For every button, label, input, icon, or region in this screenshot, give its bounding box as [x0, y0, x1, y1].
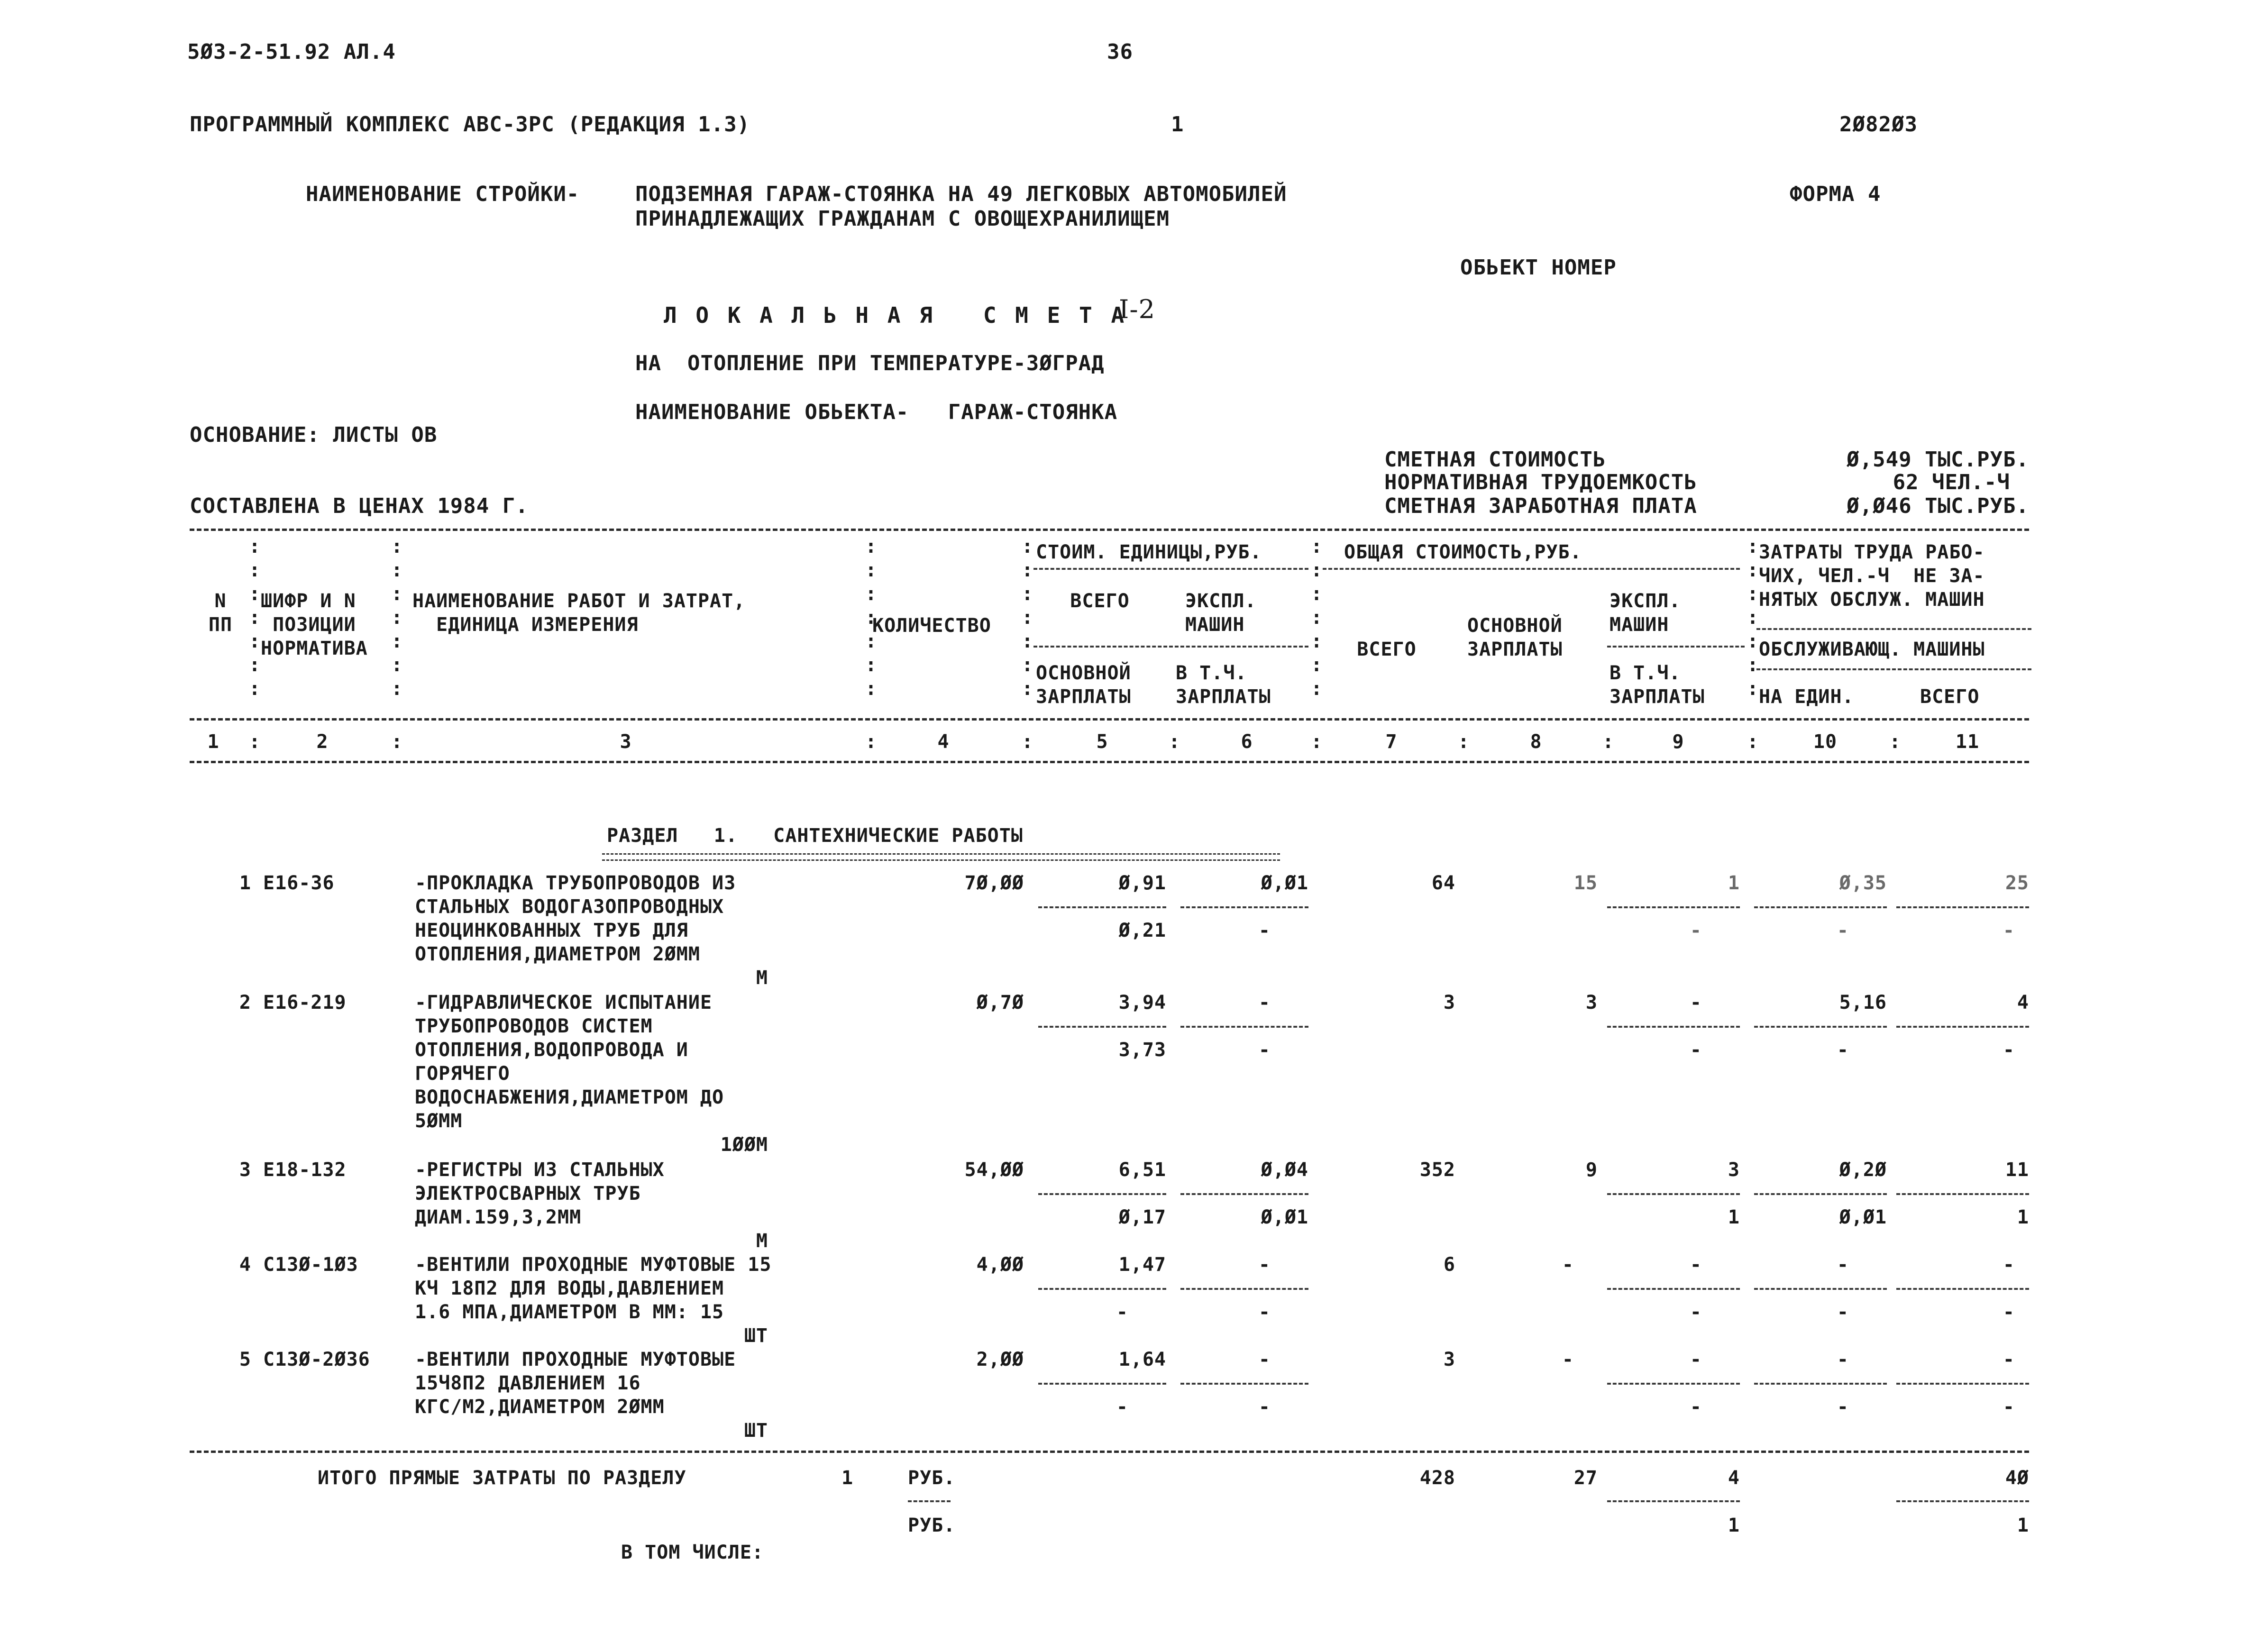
row-number: 4 — [239, 1254, 251, 1276]
row-labor-unit-machines: - — [1837, 1396, 1849, 1418]
totals-total: 428 — [1419, 1467, 1455, 1489]
col-11-header: ВСЕГО — [1920, 686, 1980, 708]
col-7-header: ВСЕГО — [1357, 639, 1417, 660]
row-number: 3 — [239, 1159, 251, 1181]
col-9-header: ЭКСПЛ. МАШИН — [1610, 590, 1681, 636]
col-number: 2 — [316, 731, 329, 753]
row-subrule — [1754, 1026, 1887, 1028]
header-subrule — [1607, 646, 1745, 648]
row-labor-unit-machines: - — [1837, 920, 1849, 941]
col-number: 4 — [937, 731, 950, 753]
row-unit-wages: - — [1116, 1301, 1128, 1323]
col-labor-header: ЗАТРАТЫ ТРУДА РАБО- ЧИХ, ЧЕЛ.-Ч НЕ ЗА- НЯТЫХ ОБСЛУЖ. МАШИН — [1759, 541, 1985, 611]
row-unit: ШТ — [744, 1325, 768, 1347]
estimate-number: I-2 — [1119, 294, 1155, 324]
row-total: 6 — [1443, 1254, 1455, 1276]
document-code: 5Ø3-2-51.92 АЛ.4 — [187, 40, 396, 64]
row-subrule — [1038, 906, 1166, 908]
row-labor-total: - — [2003, 1254, 2015, 1276]
row-subrule — [1754, 1383, 1887, 1385]
row-unit-machines: - — [1258, 992, 1271, 1013]
row-subrule — [1754, 1193, 1887, 1195]
col-4-header: КОЛИЧЕСТВО — [872, 615, 991, 637]
col-number: 3 — [620, 731, 632, 753]
including-label: В ТОМ ЧИСЛЕ: — [621, 1542, 764, 1563]
row-unit-machines: - — [1258, 1254, 1271, 1276]
col-number-separators: : — [1458, 731, 1470, 753]
row-quantity: 54,ØØ — [964, 1159, 1024, 1181]
summary-value-wages: Ø,Ø46 ТЫС.РУБ. — [1847, 494, 2029, 518]
col-10-header: НА ЕДИН. — [1759, 686, 1854, 708]
row-unit: 1ØØМ — [720, 1134, 768, 1156]
row-labor-total-machines: - — [2003, 1039, 2015, 1061]
row-unit-total: 1,64 — [1118, 1349, 1166, 1370]
header-separators: : : : : : : : — [1747, 536, 1759, 700]
row-description: -ПРОКЛАДКА ТРУБОПРОВОДОВ ИЗ СТАЛЬНЫХ ВОДОГАЗОПРОВОДНЫХ НЕОЦИНКОВАННЫХ ТРУБ ДЛЯ ОТОПЛЕНИЯ,ДИАМЕТРОМ 2ØММ — [415, 872, 736, 965]
row-unit: М — [756, 1230, 768, 1252]
row-labor-unit: 5,16 — [1839, 992, 1887, 1013]
row-subrule — [1607, 906, 1740, 908]
row-quantity: Ø,7Ø — [976, 992, 1024, 1013]
row-total-machines: 1 — [1728, 872, 1740, 894]
col-number-separators: : — [1602, 731, 1614, 753]
section-title: РАЗДЕЛ 1. САНТЕХНИЧЕСКИЕ РАБОТЫ — [607, 825, 1023, 847]
row-code: Е18-132 — [263, 1159, 347, 1181]
row-subrule — [1180, 906, 1308, 908]
summary-label-cost: СМЕТНАЯ СТОИМОСТЬ — [1384, 447, 1606, 472]
col-5b-header: ОСНОВНОЙ ЗАРПЛАТЫ — [1036, 662, 1131, 708]
row-subrule — [1180, 1193, 1308, 1195]
totals-subrule — [1896, 1500, 2029, 1502]
header-subrule — [1033, 568, 1308, 570]
row-unit-machines: - — [1258, 1349, 1271, 1370]
totals-labor-machines: 1 — [2017, 1515, 2029, 1536]
col-2-header: ШИФР И N ПОЗИЦИИ НОРМАТИВА — [261, 590, 368, 659]
col-number: 1 — [207, 731, 219, 753]
header-separators: : : : : : : : — [249, 536, 261, 700]
header-subrule — [1033, 646, 1308, 648]
col-number: 10 — [1813, 731, 1838, 753]
row-subrule — [1038, 1288, 1166, 1290]
header-subrule — [1756, 628, 2031, 630]
estimate-title: Л О К А Л Ь Н А Я С М Е Т А — [664, 302, 1127, 328]
totals-unit-wages: РУБ. — [908, 1515, 956, 1536]
col-number-separators: : — [865, 731, 877, 753]
row-unit-wages: - — [1116, 1396, 1128, 1418]
col-5-header: ВСЕГО — [1070, 590, 1130, 612]
sheet-number: 1 — [1171, 112, 1184, 137]
col-3-header: НАИМЕНОВАНИЕ РАБОТ И ЗАТРАТ, ЕДИНИЦА ИЗМЕРЕНИЯ — [412, 590, 746, 636]
row-quantity: 7Ø,ØØ — [964, 872, 1024, 894]
totals-machine-wages: 1 — [1728, 1515, 1740, 1536]
row-labor-unit-machines: - — [1837, 1301, 1849, 1323]
row-unit-machine-wages: - — [1258, 1301, 1271, 1323]
row-labor-unit: - — [1837, 1254, 1849, 1276]
summary-label-labor: НОРМАТИВНАЯ ТРУДОЕМКОСТЬ — [1384, 470, 1697, 494]
row-unit-wages: Ø,17 — [1118, 1206, 1166, 1228]
row-labor-unit: Ø,2Ø — [1839, 1159, 1887, 1181]
row-total-machine-wages: - — [1690, 920, 1702, 941]
project-name-line2: ПРИНАДЛЕЖАЩИХ ГРАЖДАНАМ С ОВОЩЕХРАНИЛИЩЕМ — [635, 207, 1170, 231]
project-label: НАИМЕНОВАНИЕ СТРОЙКИ- — [306, 182, 580, 206]
totals-wages: 27 — [1573, 1467, 1598, 1489]
totals-section-number: 1 — [841, 1467, 854, 1489]
col-8-header: ОСНОВНОЙ ЗАРПЛАТЫ — [1467, 615, 1563, 660]
column-numbers-rule — [190, 761, 2029, 763]
row-total-machines: - — [1690, 1349, 1702, 1370]
row-total: 3 — [1443, 992, 1455, 1013]
col-number: 6 — [1241, 731, 1253, 753]
row-total-machine-wages: - — [1690, 1301, 1702, 1323]
row-unit: ШТ — [744, 1420, 768, 1442]
page-number: 36 — [1107, 40, 1133, 64]
row-unit-machines: Ø,Ø4 — [1261, 1159, 1308, 1181]
basis: ОСНОВАНИЕ: ЛИСТЫ ОВ — [190, 423, 438, 447]
row-quantity: 2,ØØ — [976, 1349, 1024, 1370]
row-total-wages: 15 — [1573, 872, 1598, 894]
row-subrule — [1896, 906, 2029, 908]
section-underline — [602, 853, 1280, 861]
row-subrule — [1038, 1026, 1166, 1028]
col-1-header: N ПП — [208, 590, 233, 636]
row-unit-total: 3,94 — [1118, 992, 1166, 1013]
row-subrule — [1607, 1026, 1740, 1028]
row-code: Е16-219 — [263, 992, 347, 1013]
col-number-separators: : — [249, 731, 261, 753]
summary-value-labor: 62 ЧЕЛ.-Ч — [1893, 470, 2010, 494]
header-subrule — [1323, 568, 1740, 570]
row-labor-total: 4 — [2017, 992, 2029, 1013]
col-number: 11 — [1955, 731, 1980, 753]
row-unit-wages: Ø,21 — [1118, 920, 1166, 941]
totals-subrule — [1607, 1500, 1740, 1502]
row-subrule — [1607, 1383, 1740, 1385]
row-labor-total: - — [2003, 1349, 2015, 1370]
program-name: ПРОГРАММНЫЙ КОМПЛЕКС АВС-3РС (РЕДАКЦИЯ 1.3) — [190, 112, 750, 137]
row-code: С13Ø-2Ø36 — [263, 1349, 370, 1370]
row-subrule — [1896, 1193, 2029, 1195]
row-unit-total: 6,51 — [1118, 1159, 1166, 1181]
row-subrule — [1607, 1193, 1740, 1195]
col-number: 8 — [1530, 731, 1542, 753]
row-labor-total-machines: 1 — [2017, 1206, 2029, 1228]
row-total-machine-wages: - — [1690, 1039, 1702, 1061]
col-number-separators: : — [1889, 731, 1901, 753]
row-labor-unit: Ø,35 — [1839, 872, 1887, 894]
totals-unit: РУБ. — [908, 1467, 956, 1489]
row-unit-machine-wages: Ø,Ø1 — [1261, 1206, 1308, 1228]
row-total-wages: - — [1562, 1349, 1574, 1370]
col-6-header: ЭКСПЛ. МАШИН — [1185, 590, 1257, 636]
header-bottom-rule — [190, 718, 2029, 721]
row-total-machines: 3 — [1728, 1159, 1740, 1181]
row-total-machines: - — [1690, 1254, 1702, 1276]
row-description: -РЕГИСТРЫ ИЗ СТАЛЬНЫХ ЭЛЕКТРОСВАРНЫХ ТРУБ ДИАМ.159,3,2ММ — [415, 1159, 665, 1228]
report-code: 2Ø82Ø3 — [1839, 112, 1918, 137]
row-quantity: 4,ØØ — [976, 1254, 1024, 1276]
col-unit-cost-header: СТОИМ. ЕДИНИЦЫ,РУБ. — [1036, 541, 1262, 563]
row-labor-unit-machines: - — [1837, 1039, 1849, 1061]
totals-label: ИТОГО ПРЯМЫЕ ЗАТРАТЫ ПО РАЗДЕЛУ — [318, 1467, 686, 1489]
totals-labor: 4Ø — [2005, 1467, 2029, 1489]
row-subrule — [1896, 1288, 2029, 1290]
row-number: 1 — [239, 872, 251, 894]
row-total-machine-wages: - — [1690, 1396, 1702, 1418]
header-subrule — [1756, 668, 2031, 670]
header-separators: : : : : : : : — [1022, 536, 1033, 700]
row-code: Е16-36 — [263, 872, 335, 894]
row-number: 2 — [239, 992, 251, 1013]
row-total-machine-wages: 1 — [1728, 1206, 1740, 1228]
row-unit-machine-wages: - — [1258, 1396, 1271, 1418]
row-labor-unit: - — [1837, 1349, 1849, 1370]
col-9b-header: В Т.Ч. ЗАРПЛАТЫ — [1610, 662, 1705, 708]
row-description: -ВЕНТИЛИ ПРОХОДНЫЕ МУФТОВЫЕ 15 КЧ 18П2 ДЛЯ ВОДЫ,ДАВЛЕНИЕМ 1.6 МПА,ДИАМЕТРОМ В ММ: 15 — [415, 1254, 772, 1323]
row-unit-machine-wages: - — [1258, 920, 1271, 941]
row-total-machines: - — [1690, 992, 1702, 1013]
row-description: -ГИДРАВЛИЧЕСКОЕ ИСПЫТАНИЕ ТРУБОПРОВОДОВ СИСТЕМ ОТОПЛЕНИЯ,ВОДОПРОВОДА И ГОРЯЧЕГО ВОДОСНАБЖЕНИЯ,ДИАМЕТРОМ ДО 5ØММ — [415, 992, 724, 1132]
col-number-separators: : — [1311, 731, 1323, 753]
row-total-wages: 3 — [1585, 992, 1598, 1013]
col-number-separators: : — [391, 731, 403, 753]
col-number-separators: : — [1747, 731, 1759, 753]
col-number: 9 — [1672, 731, 1684, 753]
row-labor-unit-machines: Ø,Ø1 — [1839, 1206, 1887, 1228]
row-labor-total: 25 — [2005, 872, 2029, 894]
row-unit: М — [756, 967, 768, 989]
col-number: 5 — [1096, 731, 1108, 753]
summary-label-wages: СМЕТНАЯ ЗАРАБОТНАЯ ПЛАТА — [1384, 494, 1697, 518]
prices-basis: СОСТАВЛЕНА В ЦЕНАХ 1984 Г. — [190, 494, 529, 518]
col-total-cost-header: ОБЩАЯ СТОИМОСТЬ,РУБ. — [1344, 541, 1582, 563]
totals-unit-rule — [908, 1500, 951, 1502]
col-number-separators: : — [1022, 731, 1033, 753]
object-number-label: ОБЬЕКТ НОМЕР — [1460, 256, 1617, 280]
summary-value-cost: Ø,549 ТЫС.РУБ. — [1847, 447, 2029, 472]
row-subrule — [1038, 1383, 1166, 1385]
col-labor-machines-header: ОБСЛУЖИВАЮЩ. МАШИНЫ — [1759, 639, 1985, 660]
row-unit-machine-wages: - — [1258, 1039, 1271, 1061]
row-labor-total: 11 — [2005, 1159, 2029, 1181]
row-labor-total-machines: - — [2003, 920, 2015, 941]
totals-top-rule — [190, 1451, 2029, 1453]
header-separators: : : : : : : : — [865, 536, 877, 700]
row-subrule — [1754, 906, 1887, 908]
row-total: 352 — [1419, 1159, 1455, 1181]
row-total-wages: - — [1562, 1254, 1574, 1276]
object-name: НАИМЕНОВАНИЕ ОБЬЕКТА- ГАРАЖ-СТОЯНКА — [635, 400, 1118, 424]
row-total-wages: 9 — [1585, 1159, 1598, 1181]
project-name-line1: ПОДЗЕМНАЯ ГАРАЖ-СТОЯНКА НА 49 ЛЕГКОВЫХ АВТОМОБИЛЕЙ — [635, 182, 1287, 206]
row-subrule — [1038, 1193, 1166, 1195]
header-separators: : : : : : : : — [1311, 536, 1323, 700]
row-labor-total-machines: - — [2003, 1396, 2015, 1418]
row-subrule — [1607, 1288, 1740, 1290]
row-total: 64 — [1431, 872, 1455, 894]
header-separators: : : : : : : : — [391, 536, 403, 700]
totals-machines: 4 — [1728, 1467, 1740, 1489]
row-subrule — [1896, 1026, 2029, 1028]
row-labor-total-machines: - — [2003, 1301, 2015, 1323]
row-description: -ВЕНТИЛИ ПРОХОДНЫЕ МУФТОВЫЕ 15Ч8П2 ДАВЛЕНИЕМ 16 КГС/М2,ДИАМЕТРОМ 2ØММ — [415, 1349, 736, 1418]
row-subrule — [1180, 1026, 1308, 1028]
row-code: С13Ø-1Ø3 — [263, 1254, 358, 1276]
row-unit-total: 1,47 — [1118, 1254, 1166, 1276]
table-top-rule — [190, 529, 2029, 531]
row-unit-total: Ø,91 — [1118, 872, 1166, 894]
row-subrule — [1896, 1383, 2029, 1385]
form-label: ФОРМА 4 — [1790, 182, 1881, 206]
row-number: 5 — [239, 1349, 251, 1370]
row-subrule — [1180, 1288, 1308, 1290]
row-total: 3 — [1443, 1349, 1455, 1370]
col-6b-header: В Т.Ч. ЗАРПЛАТЫ — [1176, 662, 1271, 708]
estimate-purpose: НА ОТОПЛЕНИЕ ПРИ ТЕМПЕРАТУРЕ-3ØГРАД — [635, 351, 1105, 375]
col-number-separators: : — [1169, 731, 1180, 753]
row-subrule — [1754, 1288, 1887, 1290]
row-unit-machines: Ø,Ø1 — [1261, 872, 1308, 894]
col-number: 7 — [1385, 731, 1398, 753]
row-unit-wages: 3,73 — [1118, 1039, 1166, 1061]
row-subrule — [1180, 1383, 1308, 1385]
